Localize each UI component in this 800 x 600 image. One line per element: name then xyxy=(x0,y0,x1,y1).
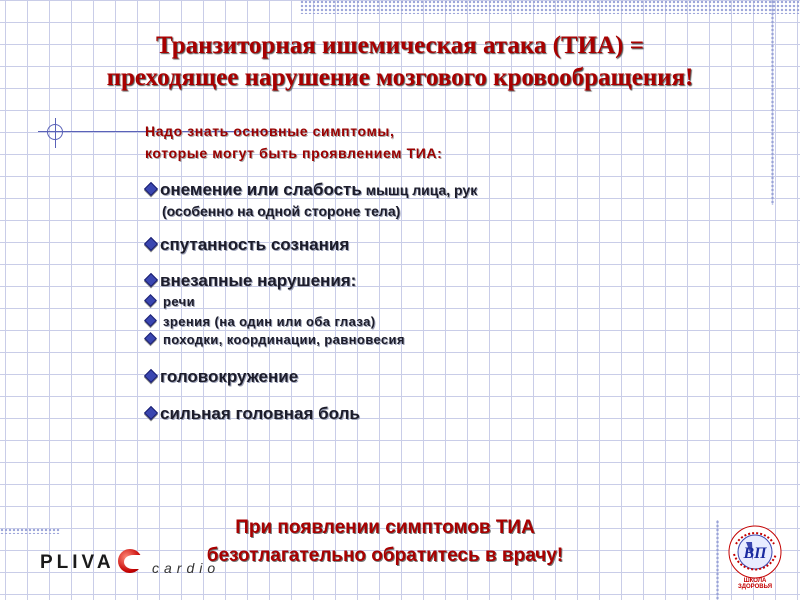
badge-caption: ШКОЛА ЗДОРОВЬЯ xyxy=(737,578,773,590)
logo-ball-icon xyxy=(118,549,142,573)
decor-dots-top xyxy=(300,0,800,14)
bullet-diamond-icon xyxy=(144,405,158,419)
symptom-sudden-disorders-label: внезапные нарушения: xyxy=(160,271,357,290)
bullet-diamond-icon xyxy=(144,236,158,250)
title-line-1: Транзиторная ишемическая атака (ТИА) = xyxy=(156,32,644,59)
logo-subtitle: cardio xyxy=(152,560,221,576)
symptom-numbness-note: (особенно на одной стороне тела) xyxy=(162,203,401,219)
logo-brand: PLIVA xyxy=(40,552,115,573)
sub-symptom-speech xyxy=(146,294,195,309)
bullet-diamond-icon xyxy=(144,294,157,307)
symptom-confusion xyxy=(146,235,349,255)
footer-line-1: При появлении симптомов ТИА xyxy=(235,517,535,538)
decor-dots-bottom-right xyxy=(716,520,719,600)
sub-symptom-vision-label: зрения (на один или оба глаза) xyxy=(163,314,376,329)
bullet-diamond-icon xyxy=(144,314,157,327)
symptom-numbness-tail: мышц лица, рук xyxy=(361,182,478,198)
bullet-diamond-icon xyxy=(144,332,157,345)
symptom-sudden-disorders xyxy=(146,271,356,291)
sub-symptom-gait-label: походки, координации, равновесия xyxy=(163,332,405,347)
intro-line-2: которые могут быть проявлением ТИА: xyxy=(145,145,443,161)
bullet-diamond-icon xyxy=(144,368,158,382)
title-line-2: преходящее нарушение мозгового кровообращения! xyxy=(106,64,694,91)
school-of-health-badge xyxy=(726,524,784,592)
symptom-numbness-main: онемение или слабость xyxy=(160,180,362,199)
symptom-numbness xyxy=(146,180,477,200)
footer-line-2: безотлагательно обратитесь в врачу! xyxy=(206,545,564,566)
sub-symptom-gait xyxy=(146,332,405,347)
slide-title xyxy=(60,30,740,94)
symptom-dizziness xyxy=(146,367,298,387)
sub-symptom-vision xyxy=(146,314,375,329)
footer-call-to-action xyxy=(150,514,620,570)
badge-emblem-icon xyxy=(726,524,784,580)
symptom-confusion-label: спутанность сознания xyxy=(160,235,350,254)
badge-monogram: ВП xyxy=(743,545,767,562)
decor-dots-right xyxy=(771,0,774,205)
decor-circle xyxy=(47,124,63,140)
decor-dots-bottom-left xyxy=(0,528,60,534)
intro-text xyxy=(145,120,645,164)
sub-symptom-speech-label: речи xyxy=(163,294,195,309)
intro-line-1: Надо знать основные симптомы, xyxy=(145,123,395,139)
symptom-headache xyxy=(146,404,360,424)
symptom-headache-label: сильная головная боль xyxy=(160,404,360,423)
bullet-diamond-icon xyxy=(144,272,158,286)
symptom-dizziness-label: головокружение xyxy=(160,367,299,386)
bullet-diamond-icon xyxy=(144,181,158,195)
